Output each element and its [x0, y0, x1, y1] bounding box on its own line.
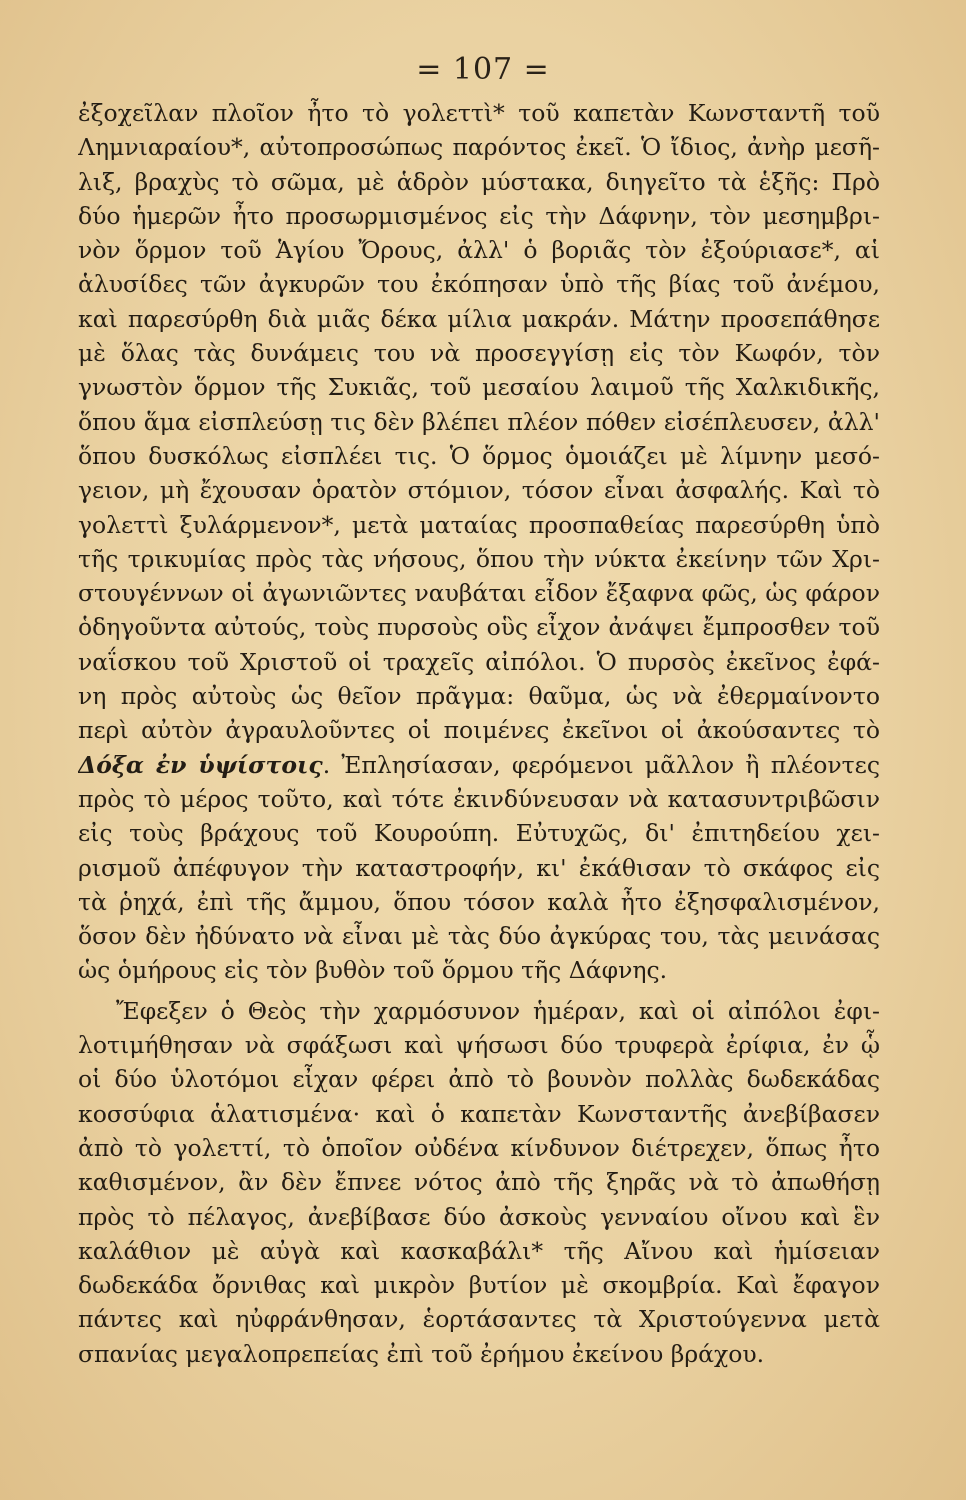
- text-line: ὡς ὁμήρους εἰς τὸν βυθὸν τοῦ ὅρμου τῆς Δάφνης.: [78, 956, 668, 985]
- text-line: νὸν ὅρμον τοῦ Ἁγίου Ὄρους, ἀλλ' ὁ βοριᾶς τὸν ἐξούριασε*, αἱ: [78, 236, 880, 265]
- text-line: πρὸς τὸ πέλαγος, ἀνεβίβασε δύο ἀσκοὺς γενναίου οἴνου καὶ ἓν: [78, 1202, 880, 1231]
- text-line: καλάθιον μὲ αὐγὰ καὶ κασκαβάλι* τῆς Αἴνου καὶ ἡμίσειαν: [78, 1236, 880, 1265]
- text-line: εἰς τοὺς βράχους τοῦ Κουρούπη. Εὐτυχῶς, δι' ἐπιτηδείου χει-: [78, 819, 880, 848]
- text-line: γειον, μὴ ἔχουσαν ὁρατὸν στόμιον, τόσον εἶναι ἀσφαλής. Καὶ τὸ: [78, 476, 880, 505]
- text-line: οἱ δύο ὑλοτόμοι εἶχαν φέρει ἀπὸ τὸ βουνὸν πολλὰς δωδεκάδας: [78, 1065, 880, 1094]
- text-line: ρισμοῦ ἀπέφυγον τὴν καταστροφήν, κι' ἐκάθισαν τὸ σκάφος εἰς: [78, 853, 880, 882]
- text-line: δύο ἡμερῶν ἦτο προσωρμισμένος εἰς τὴν Δάφνην, τὸν μεσημβρι-: [78, 201, 880, 230]
- text-line: λιξ, βραχὺς τὸ σῶμα, μὲ ἁδρὸν μύστακα, διηγεῖτο τὰ ἑξῆς: Πρὸ: [78, 167, 880, 196]
- text-line: πάντες καὶ ηὐφράνθησαν, ἑορτάσαντες τὰ Χριστούγεννα μετὰ: [78, 1305, 880, 1334]
- text-line: μὲ ὅλας τὰς δυνάμεις του νὰ προσεγγίσῃ εἰς τὸν Κωφόν, τὸν: [78, 339, 880, 368]
- paragraph-2: [78, 994, 880, 1371]
- text-line: τὰ ῥηχά, ἐπὶ τῆς ἄμμου, ὅπου τόσον καλὰ ἦτο ἐξησφαλισμένον,: [78, 887, 880, 916]
- text-line: νη πρὸς αὐτοὺς ὡς θεῖον πρᾶγμα: θαῦμα, ὡς νὰ ἐθερμαίνοντο: [78, 682, 880, 711]
- text-line: Ἔφεξεν ὁ Θεὸς τὴν χαρμόσυνον ἡμέραν, καὶ οἱ αἰπόλοι ἐφι-: [116, 996, 880, 1025]
- text-line: σπανίας μεγαλοπρεπείας ἐπὶ τοῦ ἐρήμου ἐκείνου βράχου.: [78, 1339, 765, 1368]
- text-line: ὅπου δυσκόλως εἰσπλέει τις. Ὁ ὅρμος ὁμοιάζει μὲ λίμνην μεσό-: [78, 441, 880, 470]
- text-line: γνωστὸν ὅρμον τῆς Συκιᾶς, τοῦ μεσαίου λαιμοῦ τῆς Χαλκιδικῆς,: [78, 373, 880, 402]
- text-line: λοτιμήθησαν νὰ σφάξωσι καὶ ψήσωσι δύο τρυφερὰ ἐρίφια, ἐν ᾧ: [78, 1031, 880, 1060]
- text-line: ἐξοχεῖλαν πλοῖον ἦτο τὸ γολεττὶ* τοῦ καπετὰν Κωνσταντῆ τοῦ: [78, 99, 880, 127]
- text-line: τῆς τρικυμίας πρὸς τὰς νήσους, ὅπου τὴν νύκτα ἐκείνην τῶν Χρι-: [78, 544, 880, 573]
- body-text: [78, 96, 880, 1371]
- text-line: ναΐσκου τοῦ Χριστοῦ οἱ τραχεῖς αἰπόλοι. Ὁ πυρσὸς ἐκεῖνος ἐφά-: [78, 647, 880, 676]
- text-line: ἀπὸ τὸ γολεττί, τὸ ὁποῖον οὐδένα κίνδυνον διέτρεχεν, ὅπως ἦτο: [78, 1133, 880, 1162]
- text-line: στουγέννων οἱ ἀγωνιῶντες ναυβάται εἶδον ἔξαφνα φῶς, ὡς φάρον: [78, 579, 880, 608]
- text-line: γολεττὶ ξυλάρμενον*, μετὰ ματαίας προσπαθείας παρεσύρθη ὑπὸ: [78, 510, 880, 539]
- text-line: καθισμένον, ἂν δὲν ἔπνεε νότος ἀπὸ τῆς ξηρᾶς νὰ τὸ ἀπωθήσῃ: [78, 1168, 880, 1197]
- text-line: δωδεκάδα ὄρνιθας καὶ μικρὸν βυτίον μὲ σκομβρία. Καὶ ἔφαγον: [78, 1271, 880, 1300]
- text-line: ὅπου ἅμα εἰσπλεύσῃ τις δὲν βλέπει πλέον πόθεν εἰσέπλευσεν, ἀλλ': [78, 407, 880, 436]
- text-line: καὶ παρεσύρθη διὰ μιᾶς δέκα μίλια μακράν. Μάτην προσεπάθησε: [78, 304, 880, 333]
- emphasis-phrase: Δόξα ἐν ὑψίστοις: [78, 750, 323, 779]
- text-line: ὁδηγοῦντα αὐτούς, τοὺς πυρσοὺς οὓς εἶχον ἀνάψει ἔμπροσθεν τοῦ: [78, 613, 880, 642]
- text-line: Λημνιαραίου*, αὐτοπροσώπως παρόντος ἐκεῖ. Ὁ ἴδιος, ἀνὴρ μεσῆ-: [78, 133, 880, 162]
- text-line: περὶ αὐτὸν ἀγραυλοῦντες οἱ ποιμένες ἐκεῖνοι οἱ ἀκούσαντες τὸ: [78, 716, 880, 745]
- text-line: κοσσύφια ἁλατισμένα· καὶ ὁ καπετὰν Κωνσταντῆς ἀνεβίβασεν: [78, 1099, 880, 1128]
- text-line: πρὸς τὸ μέρος τοῦτο, καὶ τότε ἐκινδύνευσαν νὰ κατασυντριβῶσιν: [78, 784, 880, 813]
- text-line: ἁλυσίδες τῶν ἀγκυρῶν του ἐκόπησαν ὑπὸ τῆς βίας τοῦ ἀνέμου,: [78, 270, 880, 299]
- paragraph-1: [78, 96, 880, 988]
- page-number: = 107 =: [416, 52, 550, 87]
- text-line: ὅσον δὲν ἠδύνατο νὰ εἶναι μὲ τὰς δύο ἀγκύρας του, τὰς μεινάσας: [78, 922, 880, 951]
- text-line-with-emphasis: Δόξα ἐν ὑψίστοις. Ἐπλησίασαν, φερόμενοι μᾶλλον ἢ πλέοντες: [78, 750, 880, 779]
